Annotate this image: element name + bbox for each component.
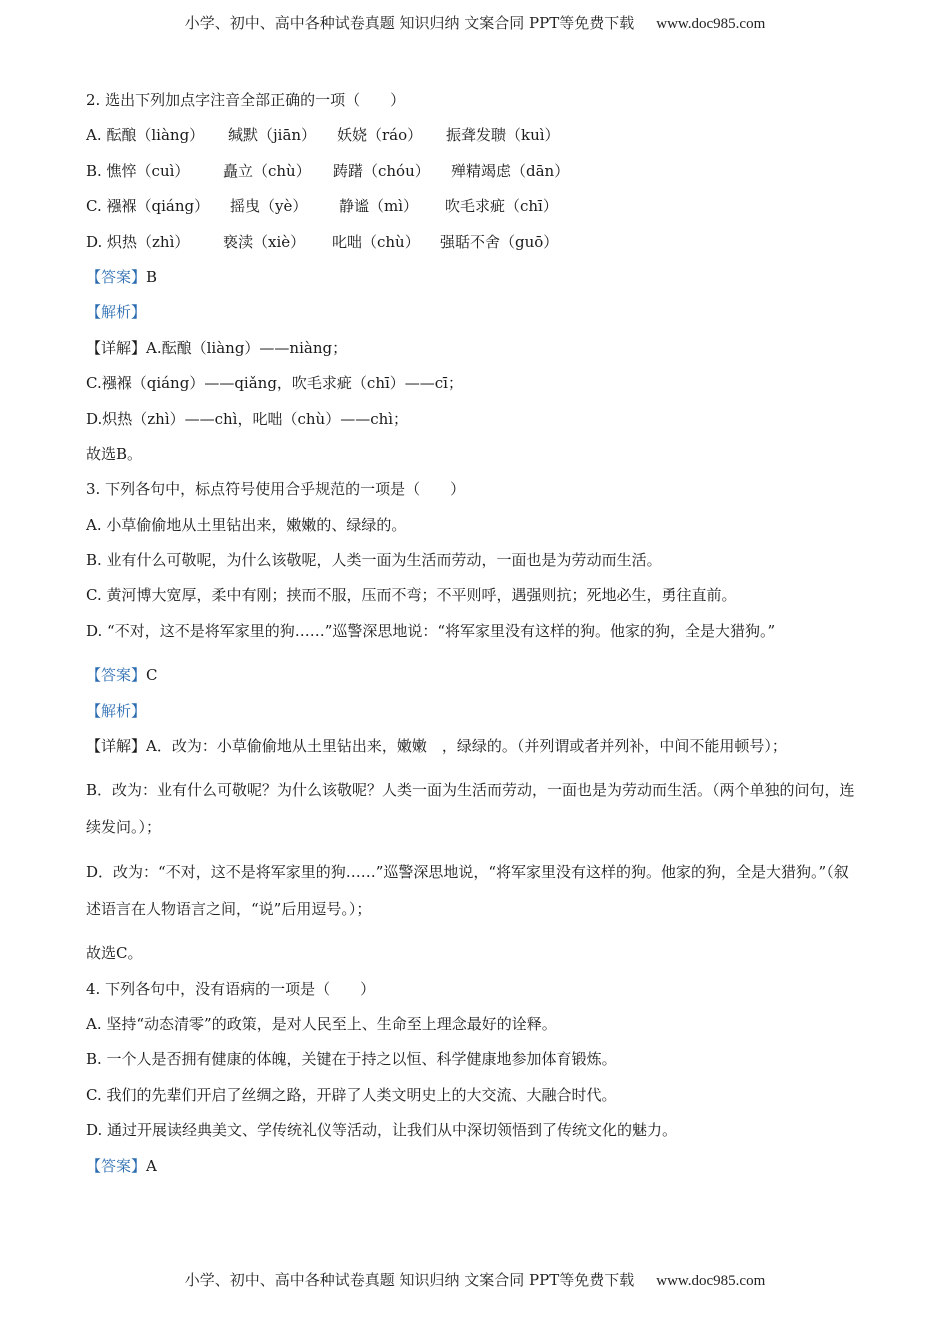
q2-analysis	[86, 302, 856, 322]
document-body	[86, 90, 856, 1191]
q3-option-a: A. 小草偷偷地从土里钻出来，嫩嫩的、绿绿的。	[86, 515, 407, 534]
q2-detail-2: C.襁褓（qiáng）——qiǎng，吹毛求疵（chī）——cī；	[86, 374, 463, 393]
q2-a-4: 振聋发聩（kuì）	[446, 126, 560, 145]
q4-option-d: D. 通过开展读经典美文、学传统礼仪等活动，让我们从中深切领悟到了传统文化的魅力。	[86, 1121, 678, 1140]
q4-stem: 4. 下列各句中，没有语病的一项是（ ）	[86, 979, 376, 998]
q2-b-2: 矗立（chù）	[223, 161, 311, 180]
q2-b-3: 踌躇（chóu）	[333, 161, 430, 180]
q4-answer	[86, 1156, 856, 1176]
q2-d-4: 强聒不舍（guō）	[440, 232, 559, 251]
detail-text: A.酝酿（liàng）——niàng；	[146, 338, 348, 357]
q2-detail-3: D.炽热（zhì）——chì，叱咄（chù）——chì；	[86, 409, 409, 428]
q3-answer	[86, 665, 856, 685]
q2-answer	[86, 267, 856, 287]
answer-tag: 【答案】	[86, 666, 147, 685]
answer-tag: 【答案】	[86, 1156, 147, 1175]
q2-d-3: 叱咄（chù）	[332, 232, 420, 251]
q2-stem: 2. 选出下列加点字注音全部正确的一项（ ）	[86, 91, 406, 109]
q3-option-d: D. “不对，这不是将军家里的狗……”巡警深思地说：“将军家里没有这样的狗。他家的狗，全是大猎狗。”	[86, 621, 776, 640]
footer-text: 小学、初中、高中各种试卷真题 知识归纳 文案合同 PPT等免费下载	[184, 1271, 635, 1289]
answer-value: A	[146, 1156, 157, 1175]
answer-value: B	[146, 267, 158, 286]
q2-conclusion: 故选B。	[86, 444, 143, 463]
q2-a-1: A. 酝酿（liàng）	[86, 126, 205, 145]
q2-option-d	[86, 232, 856, 252]
page-footer	[0, 1269, 950, 1290]
q2-option-b	[86, 161, 856, 181]
q3-conclusion: 故选C。	[86, 944, 143, 963]
header-text: 小学、初中、高中各种试卷真题 知识归纳 文案合同 PPT等免费下载	[184, 14, 635, 32]
detail-text: A．改为：小草偷偷地从土里钻出来，嫩嫩 ，绿绿的。（并列谓或者并列补，中间不能用顿号）；	[146, 737, 787, 756]
q2-d-1: D. 炽热（zhì）	[86, 232, 190, 251]
footer-url[interactable]: www.doc985.com	[656, 1273, 766, 1289]
answer-value: C	[146, 666, 158, 685]
q4-option-b: B. 一个人是否拥有健康的体魄，关键在于持之以恒、科学健康地参加体育锻炼。	[86, 1050, 617, 1069]
q2-c-1: C. 襁褓（qiáng）	[86, 197, 210, 216]
q2-c-4: 吹毛求疵（chī）	[445, 197, 558, 216]
detail-tag: 【详解】	[86, 338, 147, 357]
analysis-tag: 【解析】	[86, 303, 147, 322]
q2-option-a	[86, 125, 856, 145]
q3-detail-a	[86, 728, 856, 765]
q2-c-2: 摇曳（yè）	[230, 197, 308, 216]
q2-a-2: 缄默（jiān）	[228, 126, 317, 145]
q3-detail-d: D．改为：“不对，这不是将军家里的狗……”巡警深思地说，“将军家里没有这样的狗。他家的狗，全是大猎狗。”（叙述语言在人物语言之间，“说”后用逗号。）；	[86, 862, 849, 918]
q2-b-4: 殚精竭虑（dān）	[451, 161, 570, 180]
q3-analysis	[86, 701, 856, 721]
q3-detail-b: B．改为：业有什么可敬呢？为什么该敬呢？人类一面为生活而劳动，一面也是为劳动而生活。（两个单独的问句，连续发问。）；	[86, 781, 855, 837]
q2-b-1: B. 憔悴（cuì）	[86, 161, 190, 180]
detail-tag: 【详解】	[86, 737, 147, 756]
q3-stem: 3. 下列各句中，标点符号使用合乎规范的一项是（ ）	[86, 480, 466, 499]
q2-d-2: 亵渎（xiè）	[223, 232, 306, 251]
page-header	[0, 12, 950, 33]
q3-option-c: C. 黄河博大宽厚，柔中有刚；挟而不服，压而不弯；不平则呼，遇强则抗；死地必生，勇往直前。	[86, 586, 737, 605]
header-url[interactable]: www.doc985.com	[656, 16, 766, 32]
q2-c-3: 静谧（mì）	[339, 197, 419, 216]
q4-option-a: A. 坚持“动态清零”的政策，是对人民至上、生命至上理念最好的诠释。	[86, 1014, 557, 1033]
q2-detail-1	[86, 338, 856, 358]
answer-tag: 【答案】	[86, 267, 147, 286]
q4-option-c: C. 我们的先辈们开启了丝绸之路，开辟了人类文明史上的大交流、大融合时代。	[86, 1085, 617, 1104]
q3-option-b: B. 业有什么可敬呢，为什么该敬呢，人类一面为生活而劳动，一面也是为劳动而生活。	[86, 551, 662, 570]
analysis-tag: 【解析】	[86, 701, 147, 720]
q2-a-3: 妖娆（ráo）	[337, 126, 423, 145]
q2-option-c	[86, 196, 856, 216]
